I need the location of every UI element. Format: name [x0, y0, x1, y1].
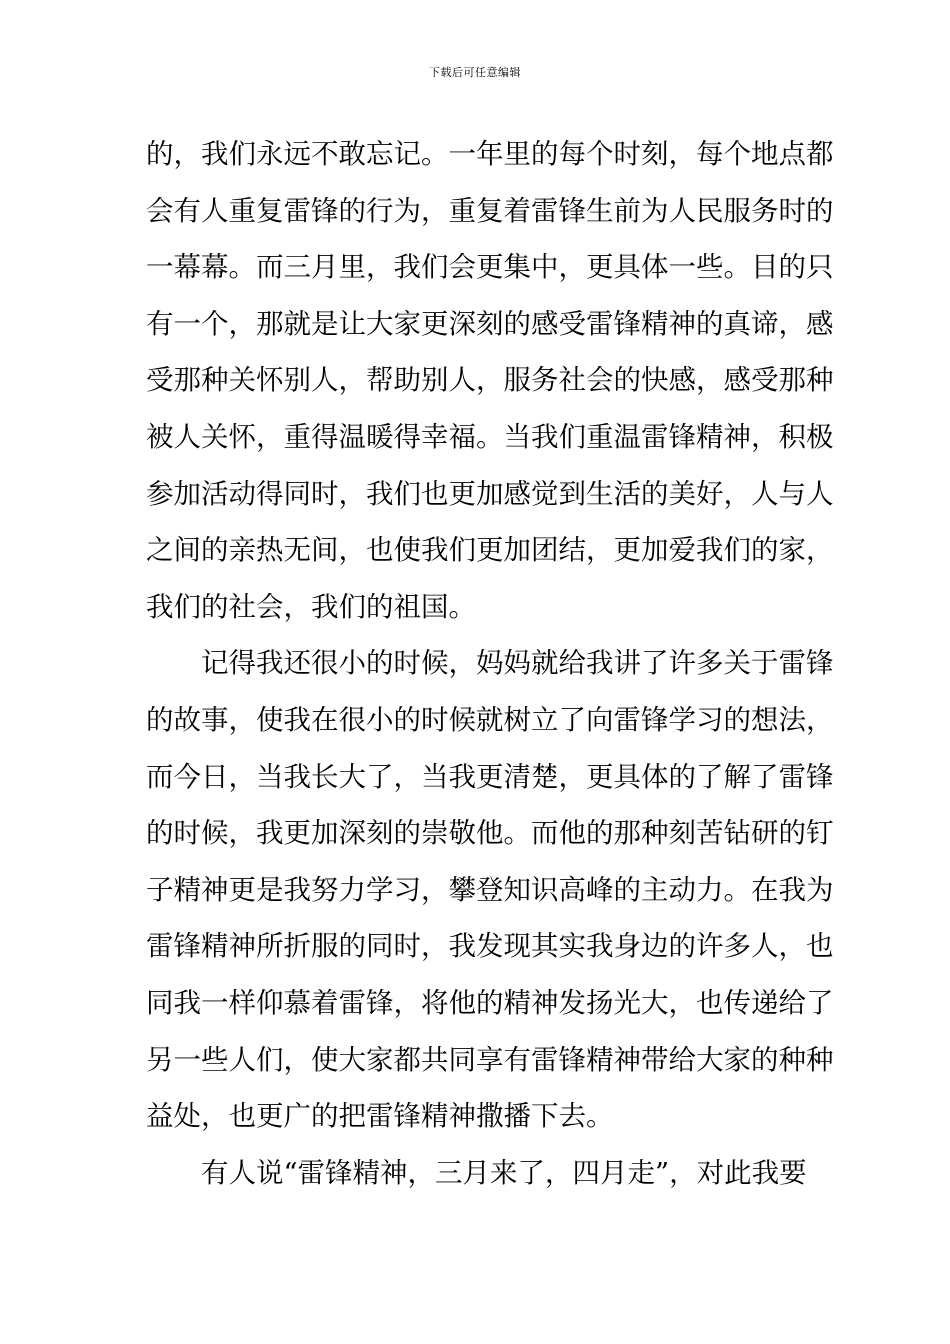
text-line: 受那种关怀别人，帮助别人，服务社会的快感，感受那种 [146, 364, 834, 397]
text-line: 而今日，当我长大了，当我更清楚，更具体的了解了雷锋 [146, 760, 834, 793]
paragraph-first-line: 记得我还很小的时候，妈妈就给我讲了许多关于雷锋 [201, 647, 834, 680]
text-line: 的时候，我更加深刻的崇敬他。而他的那种刻苦钻研的钉 [146, 817, 834, 850]
text-line: 同我一样仰慕着雷锋，将他的精神发扬光大，也传递给了 [146, 986, 834, 1019]
paragraph-first-line: 有人说“雷锋精神，三月来了，四月走”，对此我要 [201, 1156, 807, 1189]
text-line: 参加活动得同时，我们也更加感觉到生活的美好，人与人 [146, 477, 834, 510]
text-line: 我们的社会，我们的祖国。 [146, 590, 476, 623]
text-line: 被人关怀，重得温暖得幸福。当我们重温雷锋精神，积极 [146, 420, 834, 453]
text-line: 的故事，使我在很小的时候就树立了向雷锋学习的想法， [146, 703, 834, 736]
text-line: 会有人重复雷锋的行为，重复着雷锋生前为人民服务时的 [146, 194, 834, 227]
text-line: 的，我们永远不敢忘记。一年里的每个时刻，每个地点都 [146, 138, 834, 170]
text-line: 益处，也更广的把雷锋精神撒播下去。 [146, 1100, 614, 1133]
text-line: 之间的亲热无间，也使我们更加团结，更加爱我们的家， [146, 534, 834, 567]
text-line: 子精神更是我努力学习，攀登知识高峰的主动力。在我为 [146, 873, 834, 906]
text-line: 一幕幕。而三月里，我们会更集中，更具体一些。目的只 [146, 251, 834, 284]
page-header: 下载后可任意编辑 [429, 66, 521, 79]
document-body [146, 126, 834, 1201]
text-line: 雷锋精神所折服的同时，我发现其实我身边的许多人，也 [146, 930, 834, 963]
text-line: 另一些人们，使大家都共同享有雷锋精神带给大家的种种 [146, 1043, 834, 1076]
text-line: 有一个，那就是让大家更深刻的感受雷锋精神的真谛，感 [146, 307, 834, 340]
